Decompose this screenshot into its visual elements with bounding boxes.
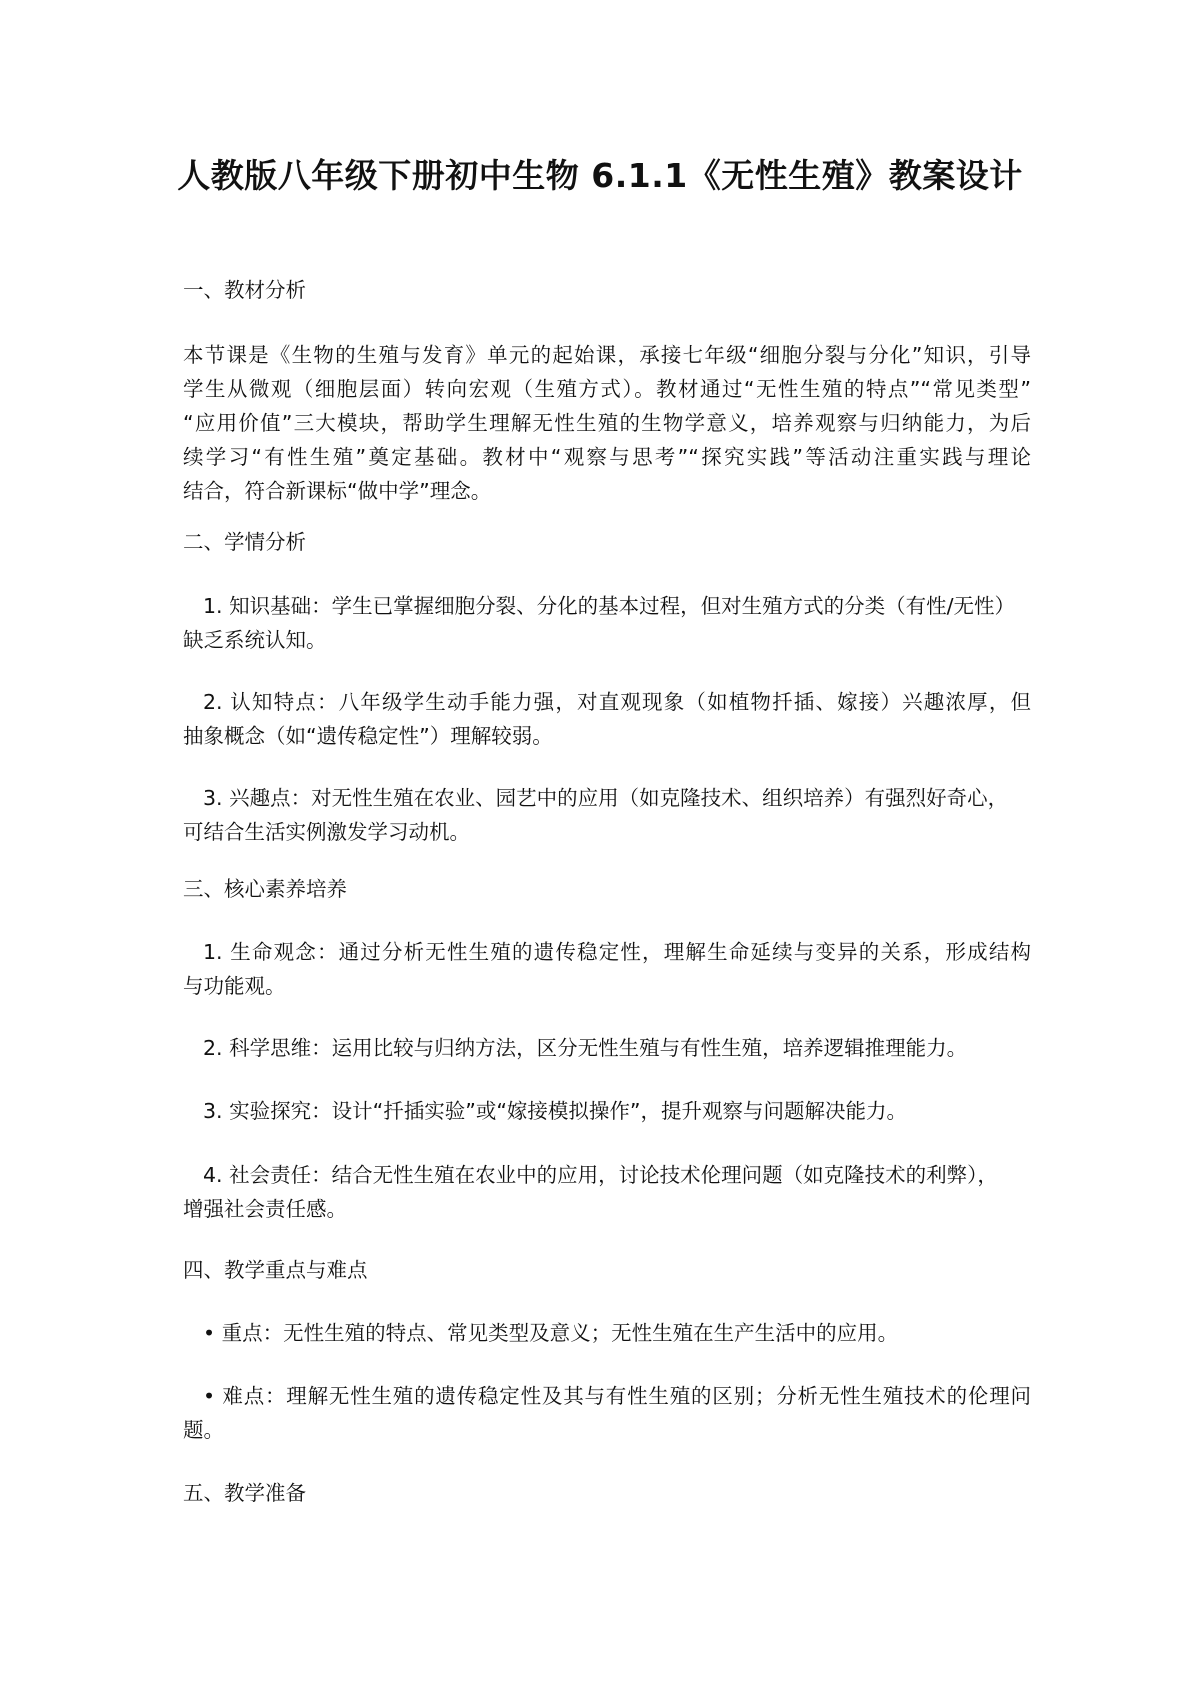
paragraph-line: 结合，符合新课标“做中学”理念。 [183, 479, 492, 503]
bullet-item: • 重点：无性生殖的特点、常见类型及意义；无性生殖在生产生活中的应用。 [203, 1321, 899, 1345]
bullet-item: • 难点：理解无性生殖的遗传稳定性及其与有性生殖的区别；分析无性生殖技术的伦理问 [203, 1384, 1031, 1408]
section-heading-1: 一、教材分析 [183, 278, 306, 302]
list-item: 3. 兴趣点：对无性生殖在农业、园艺中的应用（如克隆技术、组织培养）有强烈好奇心， [203, 786, 1009, 810]
bullet-item-continuation: 题。 [183, 1418, 224, 1442]
list-item: 2. 科学思维：运用比较与归纳方法，区分无性生殖与有性生殖，培养逻辑推理能力。 [203, 1036, 968, 1060]
paragraph-line: 学生从微观（细胞层面）转向宏观（生殖方式）。教材通过“无性生殖的特点”“常见类型” [183, 377, 1031, 401]
list-item: 1. 生命观念：通过分析无性生殖的遗传稳定性，理解生命延续与变异的关系，形成结构 [203, 940, 1031, 964]
list-item: 3. 实验探究：设计“扦插实验”或“嫁接模拟操作”，提升观察与问题解决能力。 [203, 1099, 908, 1123]
list-item-continuation: 与功能观。 [183, 974, 286, 998]
list-item-continuation: 缺乏系统认知。 [183, 628, 327, 652]
paragraph-line: “应用价值”三大模块，帮助学生理解无性生殖的生物学意义，培养观察与归纳能力，为后 [183, 411, 1031, 435]
paragraph-line: 本节课是《生物的生殖与发育》单元的起始课，承接七年级“细胞分裂与分化”知识，引导 [183, 343, 1031, 367]
section-heading-4: 四、教学重点与难点 [183, 1258, 368, 1282]
section-heading-5: 五、教学准备 [183, 1481, 306, 1505]
section-heading-3: 三、核心素养培养 [183, 877, 347, 901]
document-title: 人教版八年级下册初中生物 6.1.1《无性生殖》教案设计 [177, 156, 1023, 195]
list-item: 4. 社会责任：结合无性生殖在农业中的应用，讨论技术伦理问题（如克隆技术的利弊）， [203, 1163, 998, 1187]
paragraph-line: 续学习“有性生殖”奠定基础。教材中“观察与思考”“探究实践”等活动注重实践与理论 [183, 445, 1031, 469]
list-item-continuation: 增强社会责任感。 [183, 1197, 347, 1221]
list-item: 1. 知识基础：学生已掌握细胞分裂、分化的基本过程，但对生殖方式的分类（有性/无性） [203, 594, 1015, 618]
list-item-continuation: 抽象概念（如“遗传稳定性”）理解较弱。 [183, 724, 553, 748]
section-heading-2: 二、学情分析 [183, 530, 306, 554]
list-item: 2. 认知特点：八年级学生动手能力强，对直观现象（如植物扦插、嫁接）兴趣浓厚，但 [203, 690, 1031, 714]
list-item-continuation: 可结合生活实例激发学习动机。 [183, 820, 470, 844]
